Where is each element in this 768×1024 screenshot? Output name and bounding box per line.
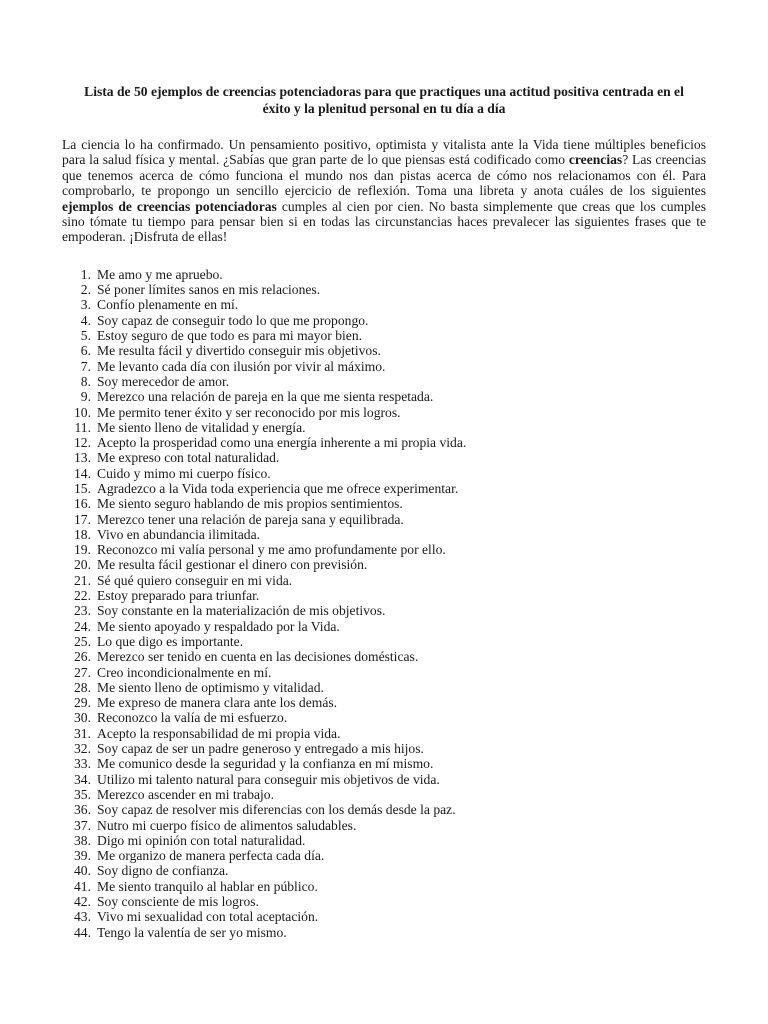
list-item <box>62 695 706 710</box>
list-item-text: Acepto la prosperidad como una energía inherente a mi propia vida. <box>97 435 467 451</box>
list-item-text: Merezco ser tenido en cuenta en las decisiones domésticas. <box>97 649 419 665</box>
list-item-text: Me siento apoyado y respaldado por la Vida. <box>97 618 340 634</box>
list-item <box>62 267 706 282</box>
list-item <box>62 542 706 557</box>
list-item-number: 26. <box>74 649 91 665</box>
list-item-number: 25. <box>74 633 91 649</box>
list-item-text: Cuido y mimo mi cuerpo físico. <box>97 465 271 481</box>
list-item <box>62 405 706 420</box>
list-item <box>62 496 706 511</box>
list-item-text: Me amo y me apruebo. <box>97 266 223 282</box>
list-item-number: 35. <box>74 786 91 802</box>
list-item-text: Merezco una relación de pareja en la que me sienta respetada. <box>97 389 434 405</box>
list-item-number: 27. <box>74 664 91 680</box>
list-item <box>62 420 706 435</box>
list-item-number: 11. <box>74 419 91 435</box>
list-item <box>62 359 706 374</box>
list-item-number: 36. <box>74 802 91 818</box>
list-item <box>62 848 706 863</box>
list-item-number: 15. <box>74 481 91 496</box>
document-title <box>62 83 706 117</box>
list-item-number: 33. <box>74 756 91 772</box>
list-item-text: Me levanto cada día con ilusión por vivir al máximo. <box>97 358 386 374</box>
list-item-text: Agradezco a la Vida toda experiencia que me ofrece experimentar. <box>97 481 459 496</box>
list-item-number: 23. <box>74 603 91 619</box>
list-item-text: Me expreso de manera clara ante los demás. <box>97 695 338 711</box>
list-item <box>62 665 706 680</box>
list-item-text: Soy consciente de mis logros. <box>97 894 259 910</box>
list-item-text: Me resulta fácil y divertido conseguir mis objetivos. <box>97 343 381 359</box>
list-item-number: 1. <box>80 266 91 282</box>
list-item-text: Soy capaz de ser un padre generoso y entregado a mis hijos. <box>97 741 424 757</box>
list-item <box>62 894 706 909</box>
list-item-text: Utilizo mi talento natural para conseguir mis objetivos de vida. <box>97 771 440 787</box>
list-item-number: 14. <box>74 465 91 481</box>
list-item-number: 43. <box>74 909 91 925</box>
list-item-number: 29. <box>74 695 91 711</box>
list-item-number: 39. <box>74 848 91 864</box>
list-item-number: 30. <box>74 710 91 726</box>
list-item <box>62 512 706 527</box>
list-item-text: Me resulta fácil gestionar el dinero con previsión. <box>97 557 368 573</box>
list-item-text: Acepto la responsabilidad de mi propia vida. <box>97 725 341 741</box>
list-item <box>62 588 706 603</box>
list-item-text: Estoy preparado para triunfar. <box>97 588 260 604</box>
list-item <box>62 634 706 649</box>
list-item <box>62 466 706 481</box>
list-item-number: 32. <box>74 741 91 757</box>
list-item-number: 37. <box>74 817 91 833</box>
list-item-text: Sé qué quiero conseguir en mi vida. <box>97 572 293 588</box>
list-item-text: Me comunico desde la seguridad y la confianza en mí mismo. <box>97 756 434 772</box>
list-item-number: 3. <box>80 297 91 313</box>
list-item-text: Me siento lleno de optimismo y vitalidad. <box>97 679 324 695</box>
list-item-text: Soy digno de confianza. <box>97 863 229 879</box>
list-item <box>62 879 706 894</box>
list-item <box>62 527 706 542</box>
list-item-text: Lo que digo es importante. <box>97 633 244 649</box>
list-item-number: 9. <box>80 389 91 405</box>
list-item-text: Vivo en abundancia ilimitada. <box>97 526 261 542</box>
intro-text-2: ? Las creencias que tenemos acerca de cómo funciona el mundo nos dan pistas acerca de cómo nos relacionamos con él. Para comprobarlo, te propongo un sencillo ejercicio de reflexión. Toma una libreta y anota cuáles de los siguientes <box>62 152 706 199</box>
list-item <box>62 863 706 878</box>
list-item <box>62 925 706 940</box>
list-item-text: Soy capaz de resolver mis diferencias con los demás desde la paz. <box>97 802 456 818</box>
list-item-text: Me siento seguro hablando de mis propios sentimientos. <box>97 496 403 512</box>
beliefs-list <box>62 267 706 940</box>
list-item-number: 18. <box>74 526 91 542</box>
list-item-text: Sé poner límites sanos en mis relaciones. <box>97 282 321 298</box>
intro-bold-creencias: creencias <box>568 152 623 168</box>
list-item-text: Soy capaz de conseguir todo lo que me propongo. <box>97 312 369 328</box>
list-item <box>62 772 706 787</box>
list-item-text: Me organizo de manera perfecta cada día. <box>97 848 325 864</box>
list-item-text: Creo incondicionalmente en mí. <box>97 664 272 680</box>
list-item-number: 20. <box>74 557 91 573</box>
list-item-number: 5. <box>80 328 91 344</box>
title-line-2: éxito y la plenitud personal en tu día a día <box>262 101 506 116</box>
list-item-number: 22. <box>74 588 91 604</box>
list-item-number: 17. <box>74 511 91 527</box>
list-item <box>62 313 706 328</box>
list-item-number: 6. <box>80 343 91 359</box>
list-item-number: 12. <box>74 435 91 451</box>
intro-text-1: La ciencia lo ha confirmado. Un pensamiento positivo, optimista y vitalista ante la Vida tiene múltiples beneficios para la salud física y mental. ¿Sabías que gran parte de lo que piensas está codificado como <box>62 137 706 168</box>
list-item <box>62 481 706 496</box>
list-item-number: 7. <box>80 358 91 374</box>
list-item <box>62 787 706 802</box>
list-item <box>62 649 706 664</box>
list-item <box>62 328 706 343</box>
intro-bold-ejemplos: ejemplos de creencias potenciadoras <box>62 198 277 214</box>
list-item-text: Soy merecedor de amor. <box>97 373 230 389</box>
list-item <box>62 557 706 572</box>
list-item <box>62 818 706 833</box>
list-item-number: 2. <box>80 282 91 298</box>
list-item <box>62 343 706 358</box>
list-item-text: Me siento tranquilo al hablar en público. <box>97 878 318 894</box>
list-item <box>62 389 706 404</box>
list-item-number: 21. <box>74 572 91 588</box>
title-line-1: Lista de 50 ejemplos de creencias potenciadoras para que practiques una actitud positiva centrada en el <box>84 84 684 99</box>
list-item-text: Soy constante en la materialización de mis objetivos. <box>97 603 386 619</box>
list-item-number: 16. <box>74 496 91 512</box>
intro-paragraph <box>62 137 706 245</box>
list-item-text: Merezco tener una relación de pareja sana y equilibrada. <box>97 511 404 527</box>
list-item-number: 10. <box>74 404 91 420</box>
list-item-text: Vivo mi sexualidad con total aceptación. <box>97 909 319 925</box>
list-item-text: Confío plenamente en mí. <box>97 297 239 313</box>
list-item-number: 8. <box>80 373 91 389</box>
list-item-number: 4. <box>80 312 91 328</box>
list-item <box>62 710 706 725</box>
list-item <box>62 833 706 848</box>
list-item <box>62 435 706 450</box>
list-item <box>62 619 706 634</box>
list-item-text: Me siento lleno de vitalidad y energía. <box>97 419 306 435</box>
list-item-number: 42. <box>74 894 91 910</box>
list-item <box>62 756 706 771</box>
list-item-number: 40. <box>74 863 91 879</box>
list-item-number: 41. <box>74 878 91 894</box>
list-item-text: Nutro mi cuerpo físico de alimentos saludables. <box>97 817 357 833</box>
list-item-number: 24. <box>74 618 91 634</box>
list-item-text: Reconozco mi valía personal y me amo profundamente por ello. <box>97 542 446 558</box>
list-item-text: Estoy seguro de que todo es para mi mayor bien. <box>97 328 363 344</box>
list-item-number: 34. <box>74 771 91 787</box>
list-item <box>62 603 706 618</box>
list-item-number: 28. <box>74 679 91 695</box>
list-item-text: Me expreso con total naturalidad. <box>97 450 280 466</box>
list-item <box>62 741 706 756</box>
list-item-text: Tengo la valentía de ser yo mismo. <box>97 924 287 940</box>
list-item <box>62 680 706 695</box>
list-item-text: Merezco ascender en mi trabajo. <box>97 786 275 802</box>
list-item-text: Digo mi opinión con total naturalidad. <box>97 832 306 848</box>
list-item <box>62 909 706 924</box>
list-item <box>62 802 706 817</box>
list-item <box>62 374 706 389</box>
list-item-number: 38. <box>74 832 91 848</box>
list-item <box>62 726 706 741</box>
list-item-number: 31. <box>74 725 91 741</box>
list-item-text: Me permito tener éxito y ser reconocido por mis logros. <box>97 404 401 420</box>
list-item-text: Reconozco la valía de mi esfuerzo. <box>97 710 288 726</box>
list-item-number: 44. <box>74 924 91 940</box>
list-item <box>62 450 706 465</box>
list-item <box>62 573 706 588</box>
list-item-number: 19. <box>74 542 91 558</box>
list-item <box>62 297 706 312</box>
list-item-number: 13. <box>74 450 91 466</box>
intro-text-3: cumples al cien por cien. No basta simplemente que creas que los cumples sino tómate tu tiempo para pensar bien si en todas las circunstancias haces prevalecer las siguientes frases que te empoderan. ¡Disfruta de ellas! <box>62 198 706 245</box>
list-item <box>62 282 706 297</box>
